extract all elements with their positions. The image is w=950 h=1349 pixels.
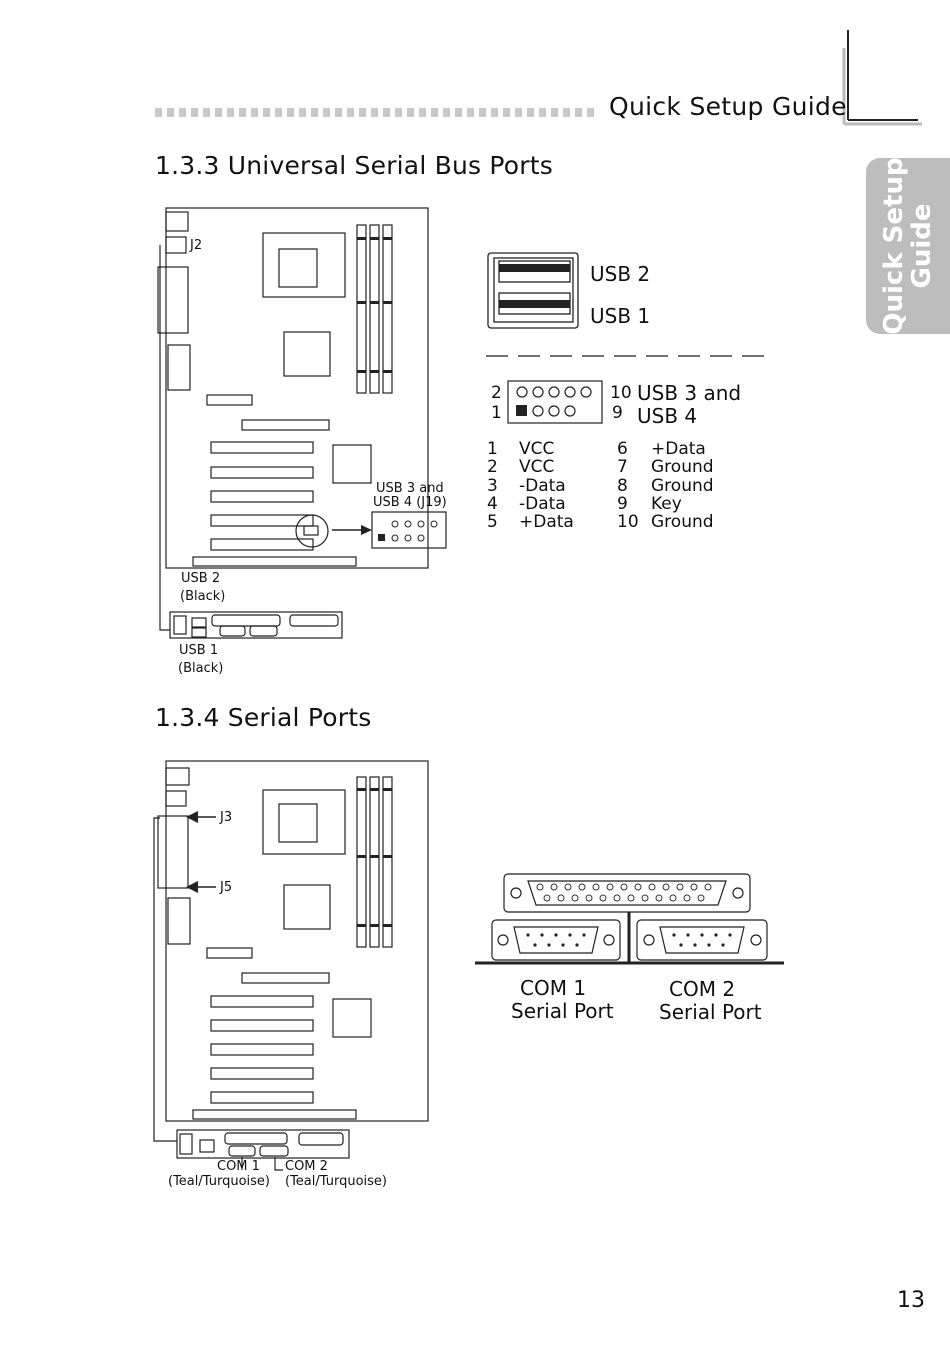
com2-board-color: (Teal/Turquoise): [285, 1174, 387, 1189]
usb1-tongue: [499, 300, 570, 308]
ps2-port: [174, 616, 186, 634]
j2-leader-line: [160, 245, 170, 630]
serial-section-title: 1.3.4 Serial Ports: [155, 703, 372, 732]
pinout-row: 9 Key: [617, 493, 682, 514]
motherboard-outline: [166, 761, 428, 1121]
usb1-board-label: USB 1: [179, 643, 219, 658]
pci-slot: [211, 1068, 313, 1079]
parallel-port: [225, 1133, 287, 1144]
usb-board-diagram: [150, 205, 450, 680]
northbridge-chip: [284, 885, 330, 929]
ps2-connector: [168, 345, 190, 390]
back-panel: [170, 612, 342, 638]
j19-highlight-circle: [296, 515, 328, 547]
side-tab-label: [880, 157, 936, 334]
pinout-row: 1 VCC: [487, 439, 555, 459]
cpu-socket: [263, 790, 345, 854]
com2-port-face: [660, 927, 744, 953]
board-connector: [166, 768, 189, 785]
j19-callout-line1: USB 3 and: [376, 481, 444, 496]
usb2-board-label: USB 2: [181, 571, 221, 586]
pin-label-2: 2: [491, 383, 502, 403]
board-connector: [166, 212, 188, 231]
usb-port: [192, 618, 206, 627]
dimm-slot: [357, 777, 366, 947]
com1-port-face: [514, 927, 598, 953]
j2-connector: [166, 237, 186, 253]
pci-slot: [211, 539, 313, 550]
com2-port-shell: [637, 920, 767, 960]
j3-label: J3: [220, 810, 233, 825]
com2-board-label: COM 2: [285, 1159, 328, 1174]
j19-detail-box: [372, 512, 446, 548]
com1-board-label: COM 1: [217, 1159, 260, 1174]
pci-slot: [242, 973, 329, 983]
com1-port-sublabel: Serial Port: [511, 999, 614, 1023]
pinout-row: 2 VCC: [487, 457, 555, 478]
com2-port: [260, 1146, 288, 1156]
pinout-row: 6 +Data: [617, 439, 706, 459]
page-number: 13: [897, 1288, 925, 1313]
usb-section-title: 1.3.3 Universal Serial Bus Ports: [155, 151, 553, 180]
ps2-port: [180, 1134, 192, 1154]
dimm-slot: [370, 225, 379, 393]
agp-slot: [207, 395, 252, 405]
j19-pin1-square: [378, 534, 385, 541]
pci-slot: [211, 996, 313, 1007]
pci-slot: [211, 1092, 313, 1103]
pin-label-1: 1: [491, 403, 502, 423]
com1-port-label: COM 1: [520, 976, 587, 1000]
com2-port-label: COM 2: [669, 977, 736, 1001]
j19-header: [304, 526, 318, 535]
pci-slot: [211, 491, 313, 502]
j3-connector: [158, 816, 188, 888]
pinout-table-left: [487, 440, 574, 531]
northbridge-chip: [284, 332, 330, 376]
pci-slot: [211, 1020, 313, 1031]
agp-slot: [207, 948, 252, 958]
pci-slot: [211, 1044, 313, 1055]
pinout-row: 4 -Data: [487, 493, 566, 514]
cpu-chip: [279, 804, 317, 842]
j19-callout-line2: USB 4 (J19): [373, 495, 447, 510]
usb34-label-line2: USB 4: [637, 404, 698, 428]
j5-label: J5: [220, 880, 233, 895]
pin-label-9: 9: [612, 403, 623, 423]
j19-arrow: [361, 525, 372, 535]
j2-label: J2: [190, 238, 203, 253]
usb2-board-color: (Black): [180, 589, 226, 604]
southbridge-chip: [333, 999, 371, 1037]
isa-slot: [193, 557, 356, 566]
com2-port-sublabel: Serial Port: [659, 1000, 762, 1024]
dimm-slot: [357, 225, 366, 393]
usb-port: [200, 1140, 214, 1152]
pinout-row: 5 +Data: [487, 512, 574, 533]
com1-port-shell: [492, 920, 620, 960]
pinout-row: 10 Ground: [617, 512, 714, 533]
parallel-port-shell: [504, 874, 750, 912]
cpu-chip: [279, 249, 317, 287]
dimm-slot: [383, 225, 392, 393]
com-port: [250, 626, 277, 636]
pci-slot: [242, 420, 329, 430]
side-tab: [866, 158, 950, 334]
com-port: [220, 626, 245, 636]
pinout-row: 7 Ground: [617, 457, 714, 478]
usb2-port-label: USB 2: [590, 262, 651, 286]
pinout-row: 3 -Data: [487, 475, 566, 496]
dimm-slot: [383, 777, 392, 947]
com1-board-color: (Teal/Turquoise): [168, 1174, 270, 1189]
pci-slot: [211, 467, 313, 478]
side-tab-line2: Guide: [907, 203, 937, 289]
corner-mark: [844, 30, 922, 124]
com1-port: [229, 1146, 255, 1156]
j5-connector: [168, 898, 190, 944]
game-port: [290, 615, 338, 626]
usb-port: [192, 628, 206, 637]
pin1-square: [516, 405, 527, 416]
dimm-slot: [370, 777, 379, 947]
isa-slot: [193, 1110, 356, 1119]
com2-leader: [275, 1157, 283, 1170]
usb34-label-line1: USB 3 and: [637, 381, 742, 405]
pin-label-10: 10: [610, 383, 632, 403]
pinout-table-right: [617, 440, 714, 531]
board-connector: [166, 791, 186, 806]
motherboard-outline: [166, 208, 428, 568]
pci-slot: [211, 442, 313, 453]
header-dot-row: [155, 108, 594, 117]
serial-port-illustration: [470, 868, 790, 968]
parallel-connector: [158, 267, 188, 333]
side-tab-line1: Quick Setup: [879, 157, 909, 335]
usb2-tongue: [499, 264, 570, 272]
usb1-port-label: USB 1: [590, 304, 651, 328]
southbridge-chip: [333, 445, 371, 483]
parallel-port: [212, 615, 280, 626]
pinout-row: 8 Ground: [617, 475, 714, 496]
game-port: [299, 1133, 343, 1145]
usb1-board-color: (Black): [178, 661, 224, 676]
serial-board-diagram: [150, 758, 450, 1198]
header-title: Quick Setup Guide: [609, 92, 847, 121]
